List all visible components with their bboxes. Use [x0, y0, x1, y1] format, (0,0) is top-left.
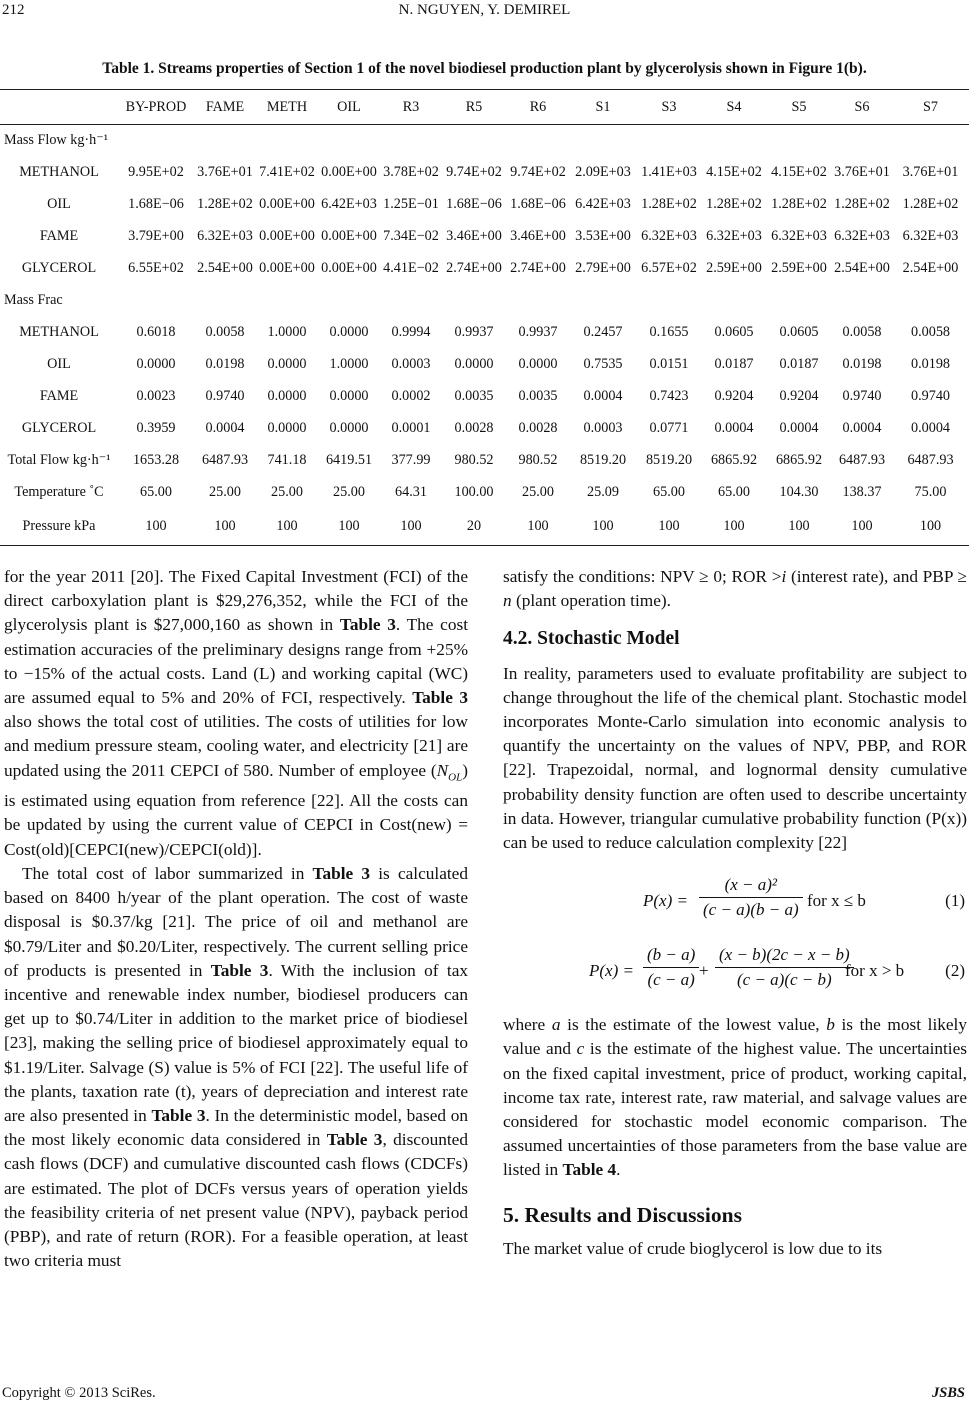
section-label: Mass Frac — [4, 292, 63, 308]
table-cell: 9.74E+02 — [446, 164, 502, 180]
copyright: Copyright © 2013 SciRes. — [2, 1385, 156, 1401]
table-cell: 3.76E+01 — [197, 164, 253, 180]
eq1-denominator: (c − a)(b − a) — [703, 900, 799, 920]
table-cell: 1.28E+02 — [834, 196, 890, 212]
table-cell: 0.2457 — [583, 324, 623, 340]
table-section-row — [0, 125, 969, 157]
running-authors: N. NGUYEN, Y. DEMIREL — [398, 2, 571, 18]
table-cell: 100 — [788, 518, 810, 535]
table-section-row — [0, 285, 969, 317]
eq2-fraction-2 — [715, 943, 854, 992]
equation-2 — [503, 939, 967, 1005]
table-cell: 100 — [592, 518, 614, 535]
eq2-lhs: P(x) = — [589, 961, 634, 981]
table-cell: 0.6018 — [136, 324, 176, 340]
eq2-numerator-2: (x − b)(2c − x − b) — [715, 943, 854, 968]
table-cell: 6.32E+03 — [641, 228, 697, 244]
table-cell: 2.74E+00 — [510, 260, 566, 276]
table-cell: 6419.51 — [325, 452, 373, 468]
table-cell: 1653.28 — [132, 452, 180, 468]
table-cell: 0.0000 — [518, 356, 558, 372]
table-cell: 0.9740 — [910, 388, 950, 404]
table-cell: 0.0004 — [714, 420, 754, 436]
table-row — [0, 509, 969, 546]
row-label: GLYCEROL — [21, 260, 97, 276]
table-cell: 0.00E+00 — [321, 228, 377, 244]
table-cell: 1.0000 — [267, 324, 307, 340]
eq1-numerator: (x − a)² — [699, 873, 803, 898]
table-cell: 6487.93 — [907, 452, 954, 468]
table-cell: 64.31 — [395, 484, 427, 500]
table-cell: 0.00E+00 — [321, 164, 377, 180]
table-cell: 0.0035 — [518, 388, 558, 404]
table-cell: 3.78E+02 — [383, 164, 439, 180]
table-cell: 1.28E+02 — [641, 196, 697, 212]
table-cell: 65.00 — [140, 484, 172, 500]
table-cell: 2.79E+00 — [575, 260, 631, 276]
table-cell: 6.32E+03 — [771, 228, 827, 244]
table-cell: 0.9937 — [454, 324, 494, 340]
table-cell: 0.0004 — [910, 420, 950, 436]
table-cell: 0.00E+00 — [259, 196, 315, 212]
table-cell: 980.52 — [518, 452, 558, 468]
table-cell: 25.00 — [522, 484, 554, 500]
table-cell: 100 — [400, 518, 422, 535]
paragraph: satisfy the conditions: NPV ≥ 0; ROR >i (interest rate), and PBP ≥ n (plant operation time). — [503, 567, 967, 611]
table-cell: 0.0028 — [454, 420, 494, 436]
table-cell: 100 — [919, 518, 942, 535]
section-heading: 5. Results and Discussions — [503, 1202, 742, 1227]
table-cell: 6.32E+03 — [902, 228, 959, 244]
table-cell: 6.55E+02 — [128, 260, 184, 276]
table-cell: 6.57E+02 — [641, 260, 697, 276]
equation-1 — [503, 869, 967, 933]
table-cell: 1.28E+02 — [197, 196, 253, 212]
paragraph: for the year 2011 [20]. The Fixed Capital Investment (FCI) of the direct carboxylation plant is $29,276,352, while the FCI of the glycerolysis plant is $27,000,160 as shown in Table 3. The cost estimation accuracies of the preliminary designs range from +25% to −15% of the actual costs. Land (L) and working capital (WC) are assumed equal to 5% and 20% of FCI, respectively. Table 3 also shows the total cost of utilities. The costs of utilities for low and medium pressure steam, cooling water, and electricity [21] are updated using the 2011 CEPCI of 580. Number of employee $(N_{OL})$ is estimated using equation from reference [22]. All the costs can be updated by using the current value of CEPCI in Cost(new) = Cost(old)[CEPCI(new)/CEPCI(old)]. — [4, 567, 469, 859]
column-header — [0, 90, 118, 125]
paragraph: The total cost of labor summarized in Table 3 is calculated based on 8400 h/year of the plant operation. The cost of waste disposal is $0.37/kg [21]. The price of oil and methanol are $0.79/Liter and $0.20/Liter, respectively. The current selling price of products is presented in Table 3. With the inclusion of tax incentive and renewable index number, biodiesel producers can get up to $0.74/Liter in addition to the market price of biodiesel [23], making the selling price of biodiesel approximately equal to $1.19/Liter. Salvage (S) value is 5% of FCI [22]. The useful life of the plants, taxation rate (t), years of depreciation and interest rate are also presented in Table 3. In the deterministic model, based on the most likely economic data considered in Table 3, discounted cash flows (DCF) and cumulative discounted cash flows (CDCFs) are estimated. The plot of DCFs versus years of operation yields the feasibility criteria of net present value (NPV), payback period (PBP), and rate of return (ROR). For a feasible operation, at least two criteria must — [4, 863, 469, 1271]
table-cell: 1.28E+02 — [771, 196, 827, 212]
table-cell: 0.7535 — [583, 356, 623, 372]
table-cell: 2.54E+00 — [197, 260, 253, 276]
table-cell: 6.42E+03 — [321, 196, 377, 212]
table-cell: 0.0187 — [779, 356, 819, 372]
column-header: S4 — [726, 98, 742, 115]
table-row — [0, 189, 969, 221]
table-cell: 0.0002 — [391, 388, 431, 404]
stream-properties-table — [0, 89, 969, 546]
table-cell: 25.09 — [587, 484, 619, 500]
table-cell: 3.46E+00 — [510, 228, 566, 244]
table-cell: 0.0004 — [583, 388, 623, 404]
table-cell: 6.32E+03 — [706, 228, 762, 244]
table-row — [0, 445, 969, 477]
table-cell: 104.30 — [779, 484, 819, 500]
table-cell: 65.00 — [653, 484, 685, 500]
table-cell: 25.00 — [333, 484, 365, 500]
table-cell: 0.0000 — [267, 356, 307, 372]
table-cell: 2.59E+00 — [706, 260, 762, 276]
table-cell: 0.9740 — [842, 388, 882, 404]
table-cell: 7.34E−02 — [383, 228, 439, 244]
eq2-denominator-1: (c − a) — [647, 970, 695, 990]
table-cell: 1.0000 — [329, 356, 369, 372]
table-cell: 8519.20 — [579, 452, 627, 468]
table-cell: 100 — [851, 518, 873, 535]
table-cell: 2.74E+00 — [446, 260, 502, 276]
table-cell: 0.0000 — [136, 356, 176, 372]
table-cell: 0.9740 — [205, 388, 245, 404]
table-cell: 7.41E+02 — [259, 164, 315, 180]
table-cell: 3.76E+01 — [902, 164, 959, 180]
column-header: R6 — [529, 98, 547, 115]
table-cell: 2.59E+00 — [771, 260, 827, 276]
table-cell: 0.0058 — [842, 324, 882, 340]
table-cell: 0.0003 — [583, 420, 623, 436]
column-header: BY-PROD — [125, 98, 187, 115]
eq2-denominator-2: (c − a)(c − b) — [737, 970, 832, 990]
table-cell: 6865.92 — [775, 452, 823, 468]
paragraph: In reality, parameters used to evaluate profitability are subject to change throughout the life of the chemical plant. Stochastic model incorporates Monte-Carlo simulation into economic analysis to quantify the uncertainty on the values of NPV, PBP, and ROR [22]. Trapezoidal, normal, and lognormal density cumulative probability density function are often used to describe uncertainty in data. However, triangular cumulative probability function (P(x)) can be used to reduce calculation complexity [22] — [503, 663, 967, 853]
table-cell: 100 — [276, 518, 298, 535]
table-cell: 0.0001 — [391, 420, 431, 436]
table-cell: 100 — [723, 518, 745, 535]
row-label: Pressure kPa — [22, 518, 96, 535]
table-cell: 1.28E+02 — [902, 196, 959, 212]
left-column — [4, 565, 468, 1273]
table-row — [0, 253, 969, 285]
table-cell: 3.79E+00 — [128, 228, 184, 244]
row-label: FAME — [39, 228, 79, 244]
eq2-number: (2) — [945, 961, 965, 981]
table-cell: 1.28E+02 — [706, 196, 762, 212]
table-cell: 0.0028 — [518, 420, 558, 436]
table-row — [0, 317, 969, 349]
table-cell: 0.3959 — [136, 420, 176, 436]
table-cell: 0.00E+00 — [259, 260, 315, 276]
table-cell: 6.42E+03 — [575, 196, 631, 212]
table-cell: 0.0198 — [842, 356, 882, 372]
eq2-fraction-1 — [643, 943, 699, 992]
table-cell: 0.0187 — [714, 356, 754, 372]
table-cell: 1.68E−06 — [446, 196, 502, 212]
table-cell: 6865.92 — [710, 452, 758, 468]
table-cell: 0.0000 — [454, 356, 494, 372]
table-body — [0, 125, 969, 546]
eq2-condition: for x > b — [845, 961, 905, 981]
table-cell: 0.7423 — [649, 388, 689, 404]
table-cell: 0.00E+00 — [321, 260, 377, 276]
table-cell: 4.15E+02 — [706, 164, 762, 180]
table-cell: 0.0000 — [329, 420, 369, 436]
table-cell: 0.0000 — [329, 324, 369, 340]
row-label: OIL — [47, 356, 71, 372]
table-row — [0, 349, 969, 381]
table-cell: 100 — [527, 518, 549, 535]
table-cell: 9.95E+02 — [128, 164, 184, 180]
table-cell: 377.99 — [391, 452, 431, 468]
table-row — [0, 221, 969, 253]
column-header: S1 — [595, 98, 611, 115]
table-cell: 0.0771 — [649, 420, 689, 436]
table-cell: 6487.93 — [201, 452, 249, 468]
table-cell: 0.0058 — [205, 324, 245, 340]
row-label: METHANOL — [19, 324, 99, 340]
journal-abbrev: JSBS — [931, 1385, 965, 1401]
table-cell: 25.00 — [209, 484, 241, 500]
section-label: Mass Flow kg·h⁻¹ — [4, 132, 108, 149]
table-cell: 1.68E−06 — [510, 196, 566, 212]
table-cell: 100 — [145, 518, 167, 535]
table-cell: 1.68E−06 — [128, 196, 184, 212]
eq1-condition: for x ≤ b — [807, 891, 866, 911]
table-cell: 3.76E+01 — [834, 164, 890, 180]
column-header: S7 — [923, 98, 938, 115]
row-label: METHANOL — [19, 164, 99, 180]
table-cell: 980.52 — [454, 452, 494, 468]
table-cell: 0.0004 — [779, 420, 819, 436]
eq1-fraction — [699, 873, 803, 922]
table-cell: 1.25E−01 — [383, 196, 439, 212]
row-label: OIL — [47, 196, 71, 212]
table-cell: 0.9994 — [391, 324, 431, 340]
table-cell: 0.00E+00 — [259, 228, 315, 244]
table-row — [0, 413, 969, 445]
table-cell: 0.0004 — [842, 420, 882, 436]
table-cell: 1.41E+03 — [641, 164, 697, 180]
table-cell: 0.0198 — [205, 356, 245, 372]
table-cell: 100 — [338, 518, 360, 535]
table-cell: 0.0023 — [136, 388, 176, 404]
table-cell: 0.0605 — [714, 324, 754, 340]
table-cell: 2.09E+03 — [575, 164, 631, 180]
table-cell: 6487.93 — [838, 452, 886, 468]
column-header: FAME — [205, 98, 245, 115]
table-cell: 4.15E+02 — [771, 164, 827, 180]
table-cell: 25.00 — [271, 484, 303, 500]
table-cell: 8519.20 — [645, 452, 693, 468]
table-cell: 0.0198 — [910, 356, 950, 372]
table-cell: 100 — [658, 518, 680, 535]
table-cell: 0.0035 — [454, 388, 494, 404]
table-cell: 0.9204 — [779, 388, 819, 404]
table-cell: 0.1655 — [649, 324, 689, 340]
row-label: Temperature ˚C — [14, 484, 104, 500]
table-cell: 0.0000 — [267, 420, 307, 436]
table-cell: 0.0000 — [267, 388, 307, 404]
column-header: R5 — [465, 98, 483, 115]
eq2-plus: + — [699, 961, 709, 981]
column-header: R3 — [402, 98, 420, 115]
table-cell: 0.0151 — [649, 356, 689, 372]
table-cell: 6.32E+03 — [834, 228, 890, 244]
page-header — [0, 2, 969, 24]
table-cell: 4.41E−02 — [383, 260, 439, 276]
paragraph: where a is the estimate of the lowest value, b is the most likely value and c is the estimate of the highest value. The uncertainties on the fixed capital investment, price of product, working capital, income tax rate, interest rate, raw material, and salvage values are considered for stochastic model economic comparison. The assumed uncertainties of those parameters from the base value are listed in Table 4. — [503, 1015, 968, 1180]
table-cell: 2.54E+00 — [834, 260, 890, 276]
row-label: Total Flow kg·h⁻¹ — [7, 452, 111, 468]
table-cell: 100 — [214, 518, 236, 535]
column-header: S5 — [791, 98, 807, 115]
table-cell: 75.00 — [914, 484, 947, 500]
table-cell: 2.54E+00 — [902, 260, 959, 276]
table-cell: 6.32E+03 — [197, 228, 253, 244]
table-header-row — [0, 90, 969, 125]
table-cell: 100.00 — [454, 484, 494, 500]
table-cell: 9.74E+02 — [510, 164, 566, 180]
row-label: GLYCEROL — [21, 420, 97, 436]
table-cell: 0.0605 — [779, 324, 819, 340]
table-cell: 65.00 — [718, 484, 750, 500]
table-cell: 3.53E+00 — [575, 228, 631, 244]
eq1-number: (1) — [945, 891, 965, 911]
right-column — [503, 565, 967, 1261]
table-cell: 0.0058 — [910, 324, 950, 340]
table-cell: 20 — [466, 518, 482, 535]
table-cell: 0.9204 — [714, 388, 754, 404]
section-heading: 4.2. Stochastic Model — [503, 628, 680, 650]
column-header: S6 — [854, 98, 870, 115]
table-cell: 0.0000 — [329, 388, 369, 404]
table-cell: 0.9937 — [518, 324, 558, 340]
column-header: METH — [266, 98, 308, 115]
table-cell: 0.0003 — [391, 356, 431, 372]
table-row — [0, 157, 969, 189]
table-cell: 741.18 — [267, 452, 307, 468]
table-row — [0, 477, 969, 509]
column-header: S3 — [661, 98, 677, 115]
page-number: 212 — [2, 2, 25, 18]
table-cell: 3.46E+00 — [446, 228, 502, 244]
paragraph: The market value of crude bioglycerol is low due to its — [503, 1238, 883, 1258]
table-row — [0, 381, 969, 413]
table-cell: 0.0004 — [205, 420, 245, 436]
table-caption: Table 1. Streams properties of Section 1 of the novel biodiesel production plant by glycerolysis shown in Figure 1(b). — [102, 60, 867, 77]
row-label: FAME — [39, 388, 79, 404]
table-cell: 138.37 — [842, 484, 882, 500]
eq1-lhs: P(x) = — [643, 891, 688, 911]
column-header: OIL — [337, 98, 361, 115]
eq2-numerator-1: (b − a) — [643, 943, 699, 968]
